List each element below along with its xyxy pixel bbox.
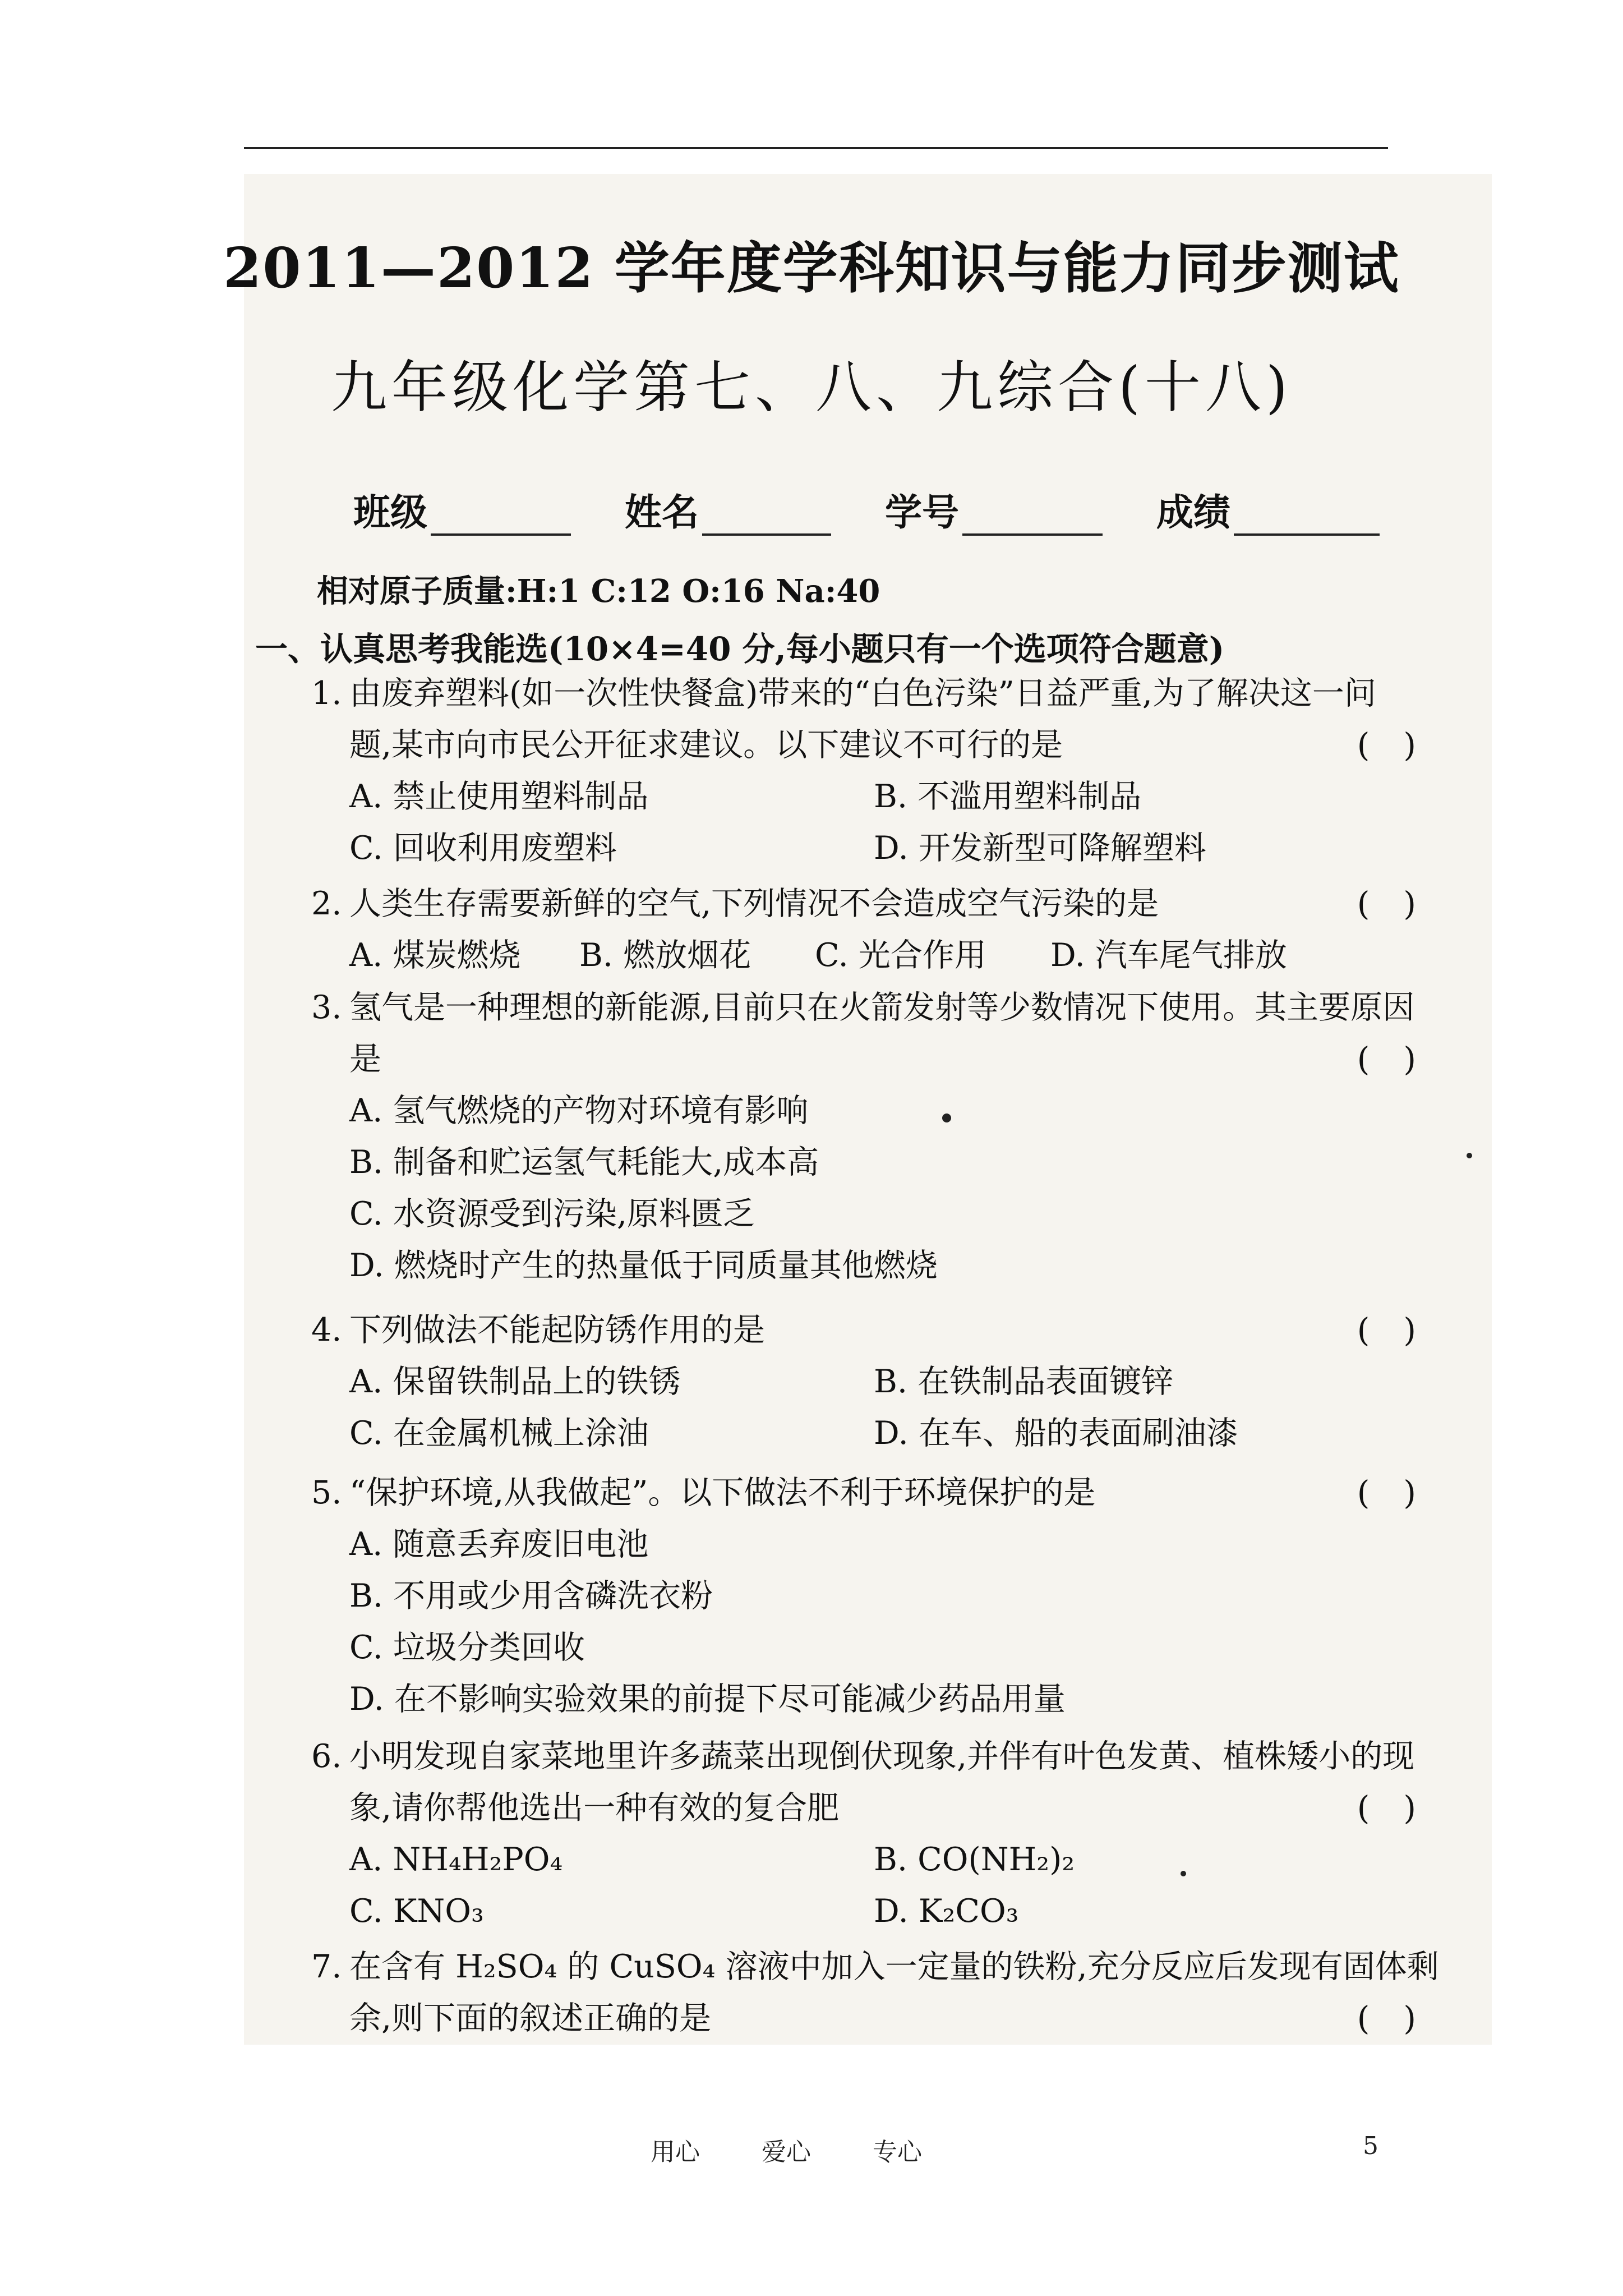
option-b: B. 在铁制品表面镀锌 xyxy=(874,1363,1174,1400)
question-stem: 下列做法不能起防锈作用的是 xyxy=(349,1312,765,1349)
option-a: A. NH₄H₂PO₄ xyxy=(349,1841,563,1878)
option-c: C. KNO₃ xyxy=(349,1893,484,1930)
question-stem-cont: 题,某市向市民公开征求建议。以下建议不可行的是 xyxy=(349,726,1063,763)
header-rule xyxy=(244,147,1388,149)
id-blank xyxy=(962,500,1103,536)
question-stem: 在含有 H₂SO₄ 的 CuSO₄ 溶液中加入一定量的铁粉,充分反应后发现有固体剩 xyxy=(349,1948,1439,1985)
options xyxy=(311,1356,1461,1459)
question-stem-cont: 是 xyxy=(349,1041,381,1078)
question-number: 1. xyxy=(311,675,342,712)
question-stem-cont: 余,则下面的叙述正确的是 xyxy=(349,2000,712,2037)
atomic-masses: 相对原子质量:H:1 C:12 O:16 Na:40 xyxy=(317,573,880,610)
question-2 xyxy=(311,878,1461,981)
class-blank xyxy=(431,500,571,536)
question-stem: 小明发现自家菜地里许多蔬菜出现倒伏现象,并伴有叶色发黄、植株矮小的现 xyxy=(349,1738,1415,1775)
page-subtitle: 九年级化学第七、八、九综合(十八) xyxy=(330,355,1293,420)
answer-bracket: () xyxy=(1357,1040,1450,1078)
name-blank xyxy=(702,500,831,536)
page-title: 2011—2012 学年度学科知识与能力同步测试 xyxy=(223,236,1400,301)
score-field xyxy=(1156,482,1380,536)
id-label: 学号 xyxy=(885,490,959,534)
option-d: D. 在不影响实验效果的前提下尽可能减少药品用量 xyxy=(349,1681,1066,1718)
option-c: C. 垃圾分类回收 xyxy=(349,1629,585,1666)
question-number: 7. xyxy=(311,1948,342,1985)
question-number: 2. xyxy=(311,885,342,922)
option-d: D. 汽车尾气排放 xyxy=(1050,937,1287,974)
question-stem: 人类生存需要新鲜的空气,下列情况不会造成空气污染的是 xyxy=(349,885,1159,922)
page-number: 5 xyxy=(1363,2132,1378,2160)
question-stem: “保护环境,从我做起”。以下做法不利于环境保护的是 xyxy=(349,1474,1096,1511)
name-label: 姓名 xyxy=(625,490,699,534)
answer-bracket: () xyxy=(1357,726,1450,764)
question-stem-cont: 象,请你帮他选出一种有效的复合肥 xyxy=(349,1789,840,1826)
option-a: A. 保留铁制品上的铁锈 xyxy=(349,1363,681,1400)
footer-word-2: 爱心 xyxy=(762,2138,811,2166)
question-5 xyxy=(311,1467,1461,1725)
footer-word-3: 专心 xyxy=(873,2138,922,2166)
option-b: B. 制备和贮运氢气耗能大,成本高 xyxy=(349,1144,819,1181)
option-a: A. 随意丢弃废旧电池 xyxy=(349,1526,649,1563)
option-a: A. 禁止使用塑料制品 xyxy=(349,778,649,815)
question-1 xyxy=(311,668,1461,874)
question-number: 3. xyxy=(311,989,342,1026)
option-b: B. 不滥用塑料制品 xyxy=(874,778,1142,815)
footer-word-1: 用心 xyxy=(651,2138,700,2166)
id-field xyxy=(885,482,1103,536)
student-info-row xyxy=(353,482,1380,536)
option-d: D. 开发新型可降解塑料 xyxy=(874,830,1206,867)
option-a: A. 煤炭燃烧 xyxy=(349,937,521,974)
question-4 xyxy=(311,1304,1461,1459)
option-b: B. CO(NH₂)₂ xyxy=(874,1841,1075,1878)
question-7 xyxy=(311,1941,1461,2044)
option-c: C. 光合作用 xyxy=(815,937,986,974)
scan-speck xyxy=(942,1114,951,1122)
option-c: C. 水资源受到污染,原料匮乏 xyxy=(349,1195,755,1232)
answer-bracket: () xyxy=(1357,1789,1450,1827)
answer-bracket: () xyxy=(1357,885,1450,923)
question-stem: 由废弃塑料(如一次性快餐盒)带来的“白色污染”日益严重,为了解决这一问 xyxy=(349,675,1376,712)
class-label: 班级 xyxy=(353,490,427,534)
scan-speck xyxy=(1467,1153,1472,1158)
section-heading: 一、认真思考我能选(10×4=40 分,每小题只有一个选项符合题意) xyxy=(255,630,1225,668)
option-d: D. K₂CO₃ xyxy=(874,1893,1019,1930)
name-field xyxy=(625,482,831,536)
question-stem: 氢气是一种理想的新能源,目前只在火箭发射等少数情况下使用。其主要原因 xyxy=(349,989,1415,1026)
options xyxy=(311,930,1461,981)
question-3 xyxy=(311,982,1461,1291)
option-d: D. 在车、船的表面刷油漆 xyxy=(874,1415,1238,1452)
answer-bracket: () xyxy=(1357,1999,1450,2037)
score-label: 成绩 xyxy=(1156,490,1230,534)
question-number: 6. xyxy=(311,1738,342,1775)
question-number: 4. xyxy=(311,1312,342,1349)
answer-bracket: () xyxy=(1357,1474,1450,1512)
options xyxy=(311,1519,1461,1725)
question-number: 5. xyxy=(311,1474,342,1511)
option-a: A. 氢气燃烧的产物对环境有影响 xyxy=(349,1092,809,1129)
footer-motto xyxy=(651,2132,922,2168)
option-c: C. 回收利用废塑料 xyxy=(349,830,617,867)
option-b: B. 燃放烟花 xyxy=(579,937,751,974)
answer-bracket: () xyxy=(1357,1311,1450,1349)
class-field xyxy=(353,482,571,536)
options xyxy=(311,1085,1461,1291)
option-b: B. 不用或少用含磷洗衣粉 xyxy=(349,1577,713,1614)
question-6 xyxy=(311,1731,1461,1937)
options xyxy=(311,771,1461,874)
scan-speck xyxy=(1181,1871,1186,1876)
option-c: C. 在金属机械上涂油 xyxy=(349,1415,649,1452)
options xyxy=(311,1834,1461,1937)
option-d: D. 燃烧时产生的热量低于同质量其他燃烧 xyxy=(349,1247,938,1284)
score-blank xyxy=(1234,500,1380,536)
